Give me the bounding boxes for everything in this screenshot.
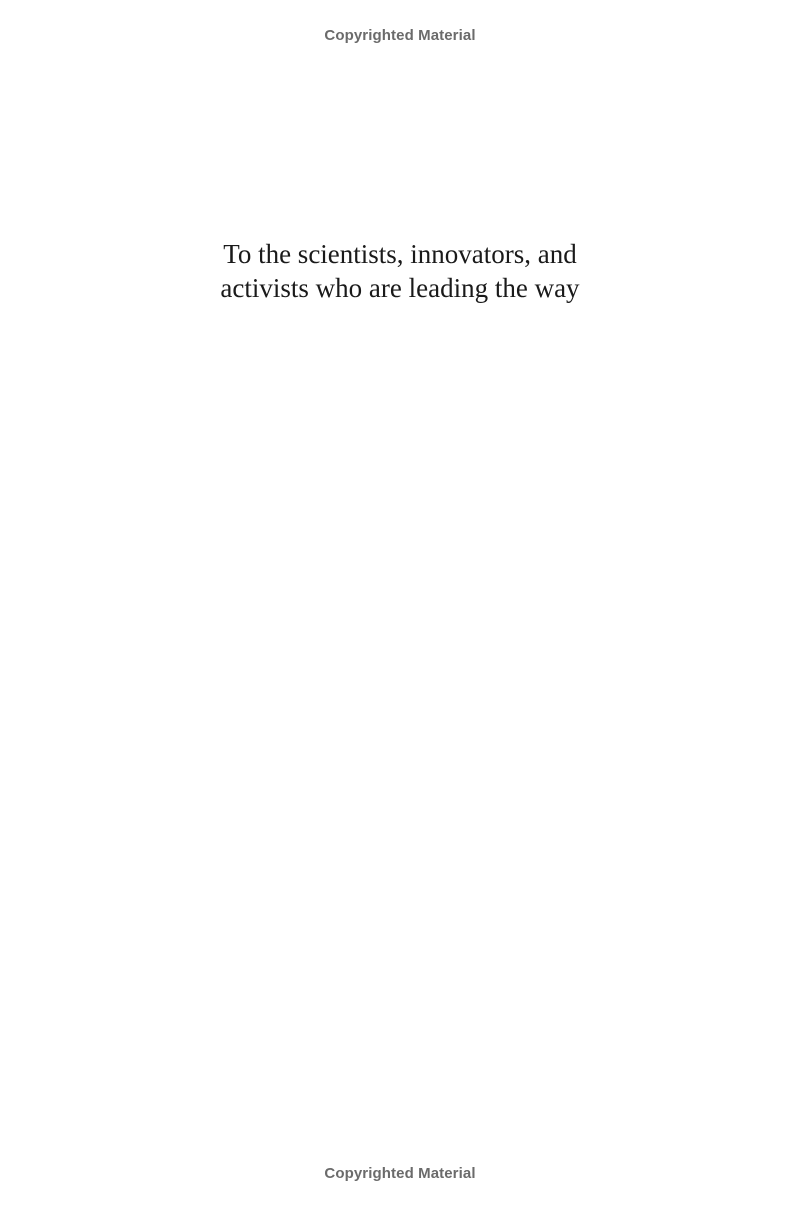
dedication-line-2: activists who are leading the way bbox=[220, 273, 580, 303]
dedication-text bbox=[0, 237, 800, 305]
dedication-line-1: To the scientists, innovators, and bbox=[223, 239, 577, 269]
copyright-watermark-bottom: Copyrighted Material bbox=[324, 1165, 476, 1182]
copyright-watermark-top: Copyrighted Material bbox=[324, 27, 476, 44]
